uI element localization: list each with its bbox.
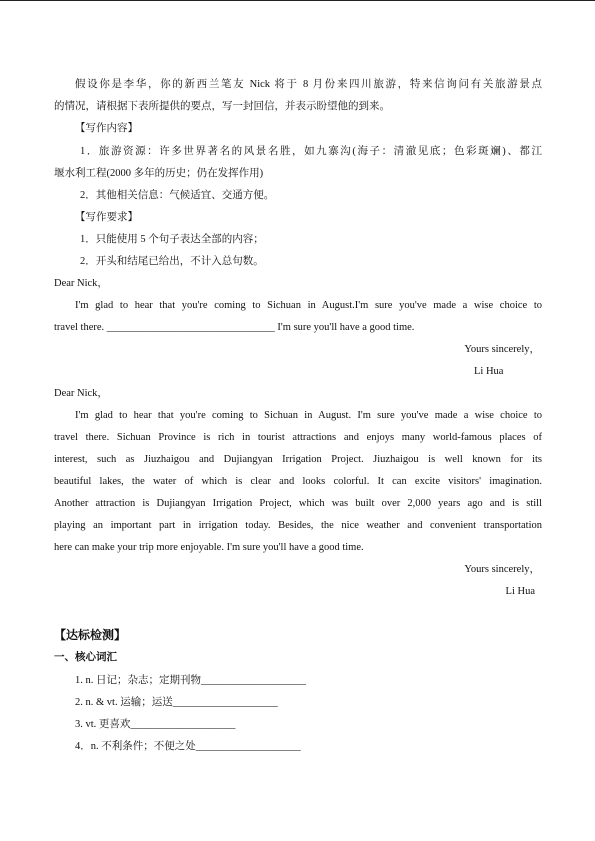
requirements-heading: 【写作要求】 <box>75 212 138 223</box>
template-closing: Yours sincerely， <box>464 344 540 355</box>
sample-line: playing an important part in irrigation today. Besides, the nice weather and convenient transportation <box>54 520 542 531</box>
content-item-1-line2: 堰水利工程(2000 多年的历史；仍在发挥作用) <box>54 168 264 179</box>
top-rule <box>0 0 595 1</box>
vocab-item: 3. vt. 更喜欢____________________ <box>75 719 236 730</box>
sample-line: Another attraction is Dujiangyan Irrigation Project, which was built over 2,000 years ago and is still <box>54 498 542 509</box>
template-salutation: Dear Nick， <box>54 278 108 289</box>
task-intro-line2: 的情况，请根据下表所提供的要点，写一封回信，并表示盼望他的到来。 <box>54 101 390 112</box>
sample-salutation: Dear Nick， <box>54 388 108 399</box>
sample-line: interest, such as Jiuzhaigou and Dujiangyan Irrigation Project. Jiuzhaigou is well known for its <box>54 454 542 465</box>
section-core-vocabulary: 一、核心词汇 <box>54 652 117 663</box>
sample-line: travel there. Sichuan Province is rich in tourist attractions and enjoys many world-famous places of <box>54 432 542 443</box>
vocab-item: 4．n. 不利条件；不便之处____________________ <box>75 741 301 752</box>
requirement-1: 1．只能使用 5 个句子表达全部的内容； <box>80 234 264 245</box>
requirement-2: 2．开头和结尾已给出，不计入总句数。 <box>80 256 264 267</box>
task-intro-line1: 假设你是李华，你的新西兰笔友 Nick 将于 8 月份来四川旅游，特来信询问有关旅游景点 <box>75 79 542 90</box>
template-signature: Li Hua <box>474 366 504 377</box>
sample-line: beautiful lakes, the water of which is clear and looks colorful. It can excite visitors' imagination. <box>54 476 542 487</box>
template-line-2: travel there. ________________________________ I'm sure you'll have a good time. <box>54 322 415 333</box>
sample-line: I'm glad to hear that you're coming to Sichuan in August. I'm sure you've made a wise choice to <box>75 410 542 421</box>
check-heading: 【达标检测】 <box>54 628 127 642</box>
sample-signature: Li Hua <box>505 586 535 597</box>
sample-line: here can make your trip more enjoyable. I'm sure you'll have a good time. <box>54 542 364 553</box>
content-item-1-line1: 1．旅游资源：许多世界著名的风景名胜，如九寨沟(海子：清澈见底；色彩斑斓)、都江 <box>80 146 542 157</box>
template-line-1: I'm glad to hear that you're coming to Sichuan in August.I'm sure you've made a wise choice to <box>75 300 542 311</box>
vocab-item: 1. n. 日记；杂志；定期刊物____________________ <box>75 675 306 686</box>
sample-closing: Yours sincerely， <box>464 564 540 575</box>
vocab-item: 2. n. & vt. 运输；运送____________________ <box>75 697 278 708</box>
content-heading: 【写作内容】 <box>75 123 138 134</box>
content-item-2: 2．其他相关信息：气候适宜、交通方便。 <box>80 190 275 201</box>
